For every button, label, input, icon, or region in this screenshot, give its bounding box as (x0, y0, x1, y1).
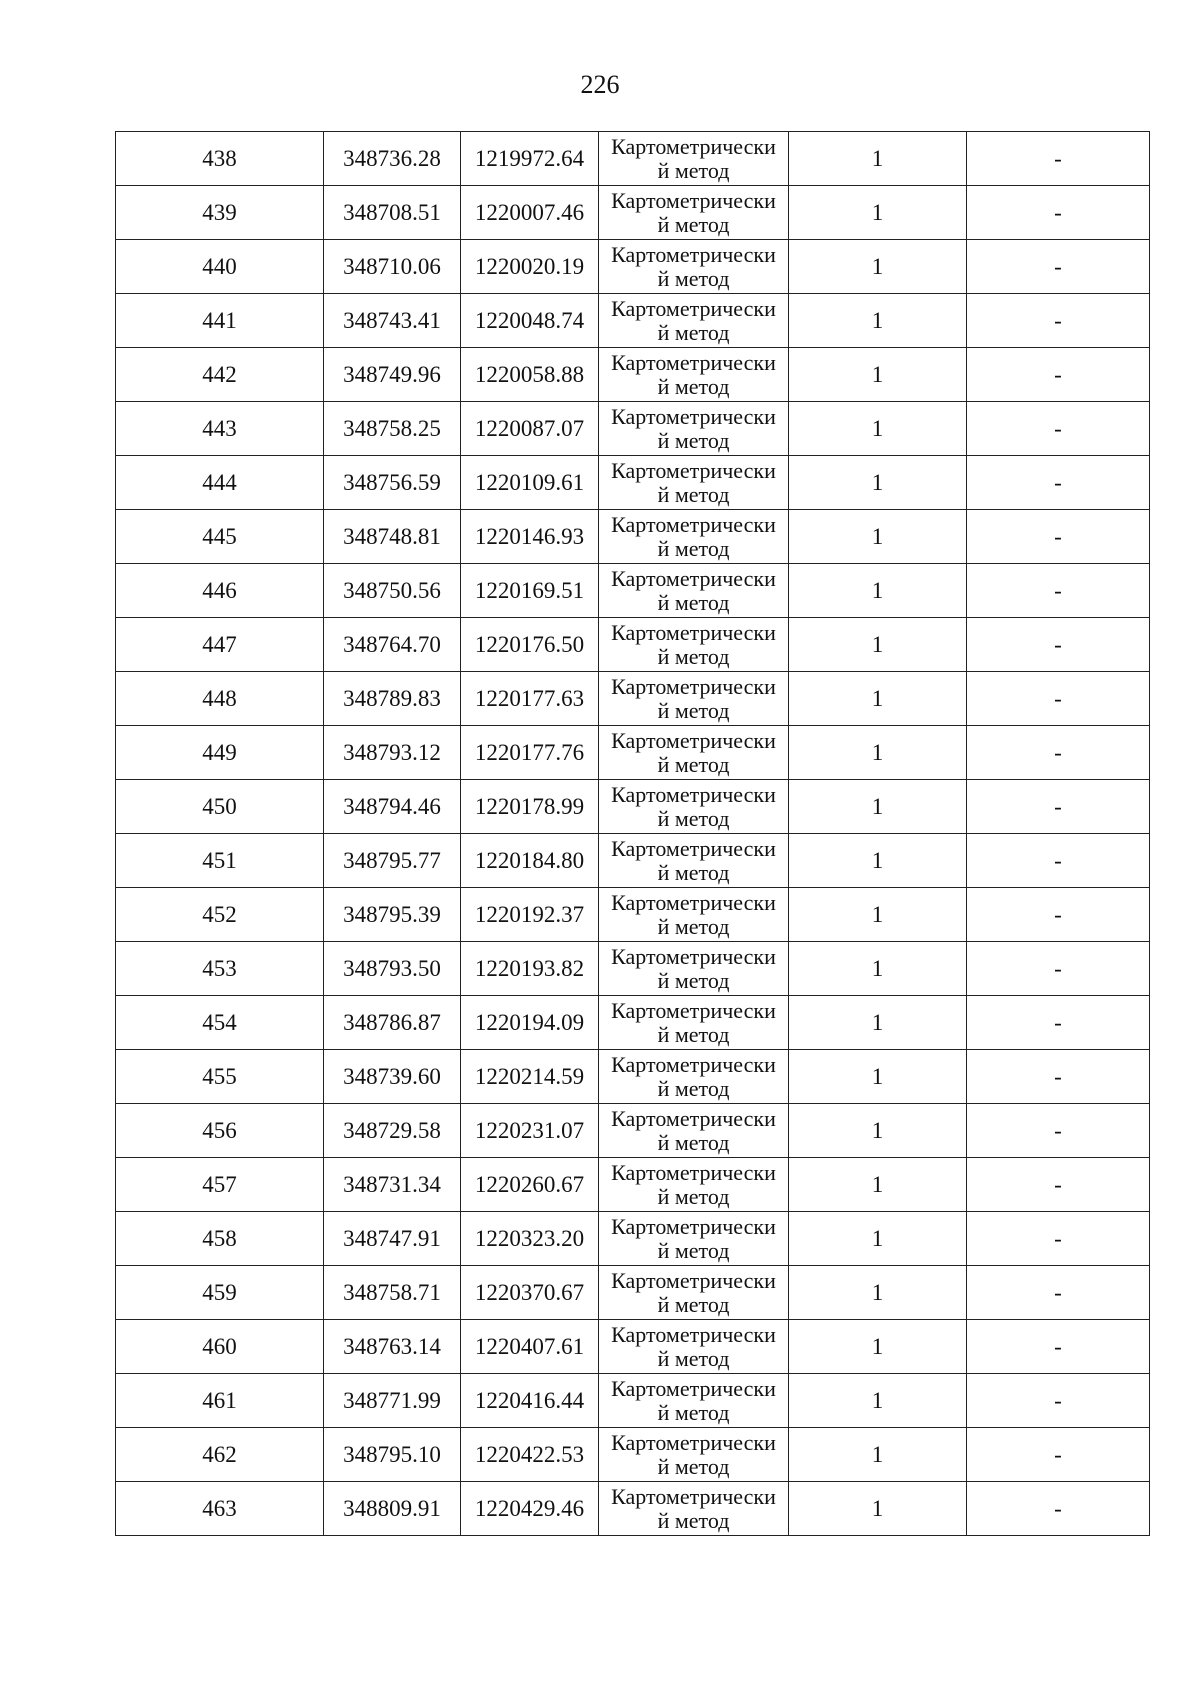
x-coordinate-cell: 348750.56 (324, 564, 461, 618)
x-coordinate-cell: 348793.50 (324, 942, 461, 996)
precision-cell: 1 (789, 456, 967, 510)
x-coordinate-cell: 348795.39 (324, 888, 461, 942)
precision-cell: 1 (789, 780, 967, 834)
precision-cell: 1 (789, 672, 967, 726)
note-cell: - (967, 780, 1150, 834)
method-text-line: й метод (657, 265, 730, 291)
table-row (116, 1104, 1150, 1158)
method-text-line: Картометрически (611, 349, 776, 375)
precision-cell: 1 (789, 510, 967, 564)
table-row (116, 132, 1150, 186)
precision-cell: 1 (789, 942, 967, 996)
method-text-line: Картометрически (611, 1429, 776, 1455)
precision-cell: 1 (789, 240, 967, 294)
method-cell (599, 1104, 789, 1158)
method-text-line: й метод (657, 643, 730, 669)
method-text-line: й метод (657, 1399, 730, 1425)
point-number-cell: 458 (116, 1212, 324, 1266)
method-cell (599, 456, 789, 510)
method-text-line: Картометрически (611, 1267, 776, 1293)
method-text-line: Картометрически (611, 1321, 776, 1347)
method-text-line: Картометрически (611, 727, 776, 753)
note-cell: - (967, 726, 1150, 780)
table-row (116, 1482, 1150, 1536)
y-coordinate-cell: 1220178.99 (461, 780, 599, 834)
precision-cell: 1 (789, 1050, 967, 1104)
precision-cell: 1 (789, 348, 967, 402)
point-number-cell: 450 (116, 780, 324, 834)
note-cell: - (967, 1482, 1150, 1536)
table-row (116, 996, 1150, 1050)
method-cell (599, 1320, 789, 1374)
note-cell: - (967, 942, 1150, 996)
y-coordinate-cell: 1220192.37 (461, 888, 599, 942)
precision-cell: 1 (789, 402, 967, 456)
point-number-cell: 453 (116, 942, 324, 996)
note-cell: - (967, 1212, 1150, 1266)
table-row (116, 1212, 1150, 1266)
point-number-cell: 462 (116, 1428, 324, 1482)
y-coordinate-cell: 1220109.61 (461, 456, 599, 510)
method-cell (599, 996, 789, 1050)
precision-cell: 1 (789, 1104, 967, 1158)
method-text-line: Картометрически (611, 619, 776, 645)
point-number-cell: 454 (116, 996, 324, 1050)
precision-cell: 1 (789, 834, 967, 888)
table-row (116, 780, 1150, 834)
precision-cell: 1 (789, 1482, 967, 1536)
x-coordinate-cell: 348749.96 (324, 348, 461, 402)
note-cell: - (967, 1428, 1150, 1482)
y-coordinate-cell: 1220146.93 (461, 510, 599, 564)
x-coordinate-cell: 348708.51 (324, 186, 461, 240)
table-row (116, 1158, 1150, 1212)
table-row (116, 672, 1150, 726)
y-coordinate-cell: 1220422.53 (461, 1428, 599, 1482)
table-row (116, 834, 1150, 888)
precision-cell: 1 (789, 294, 967, 348)
note-cell: - (967, 294, 1150, 348)
x-coordinate-cell: 348736.28 (324, 132, 461, 186)
point-number-cell: 456 (116, 1104, 324, 1158)
note-cell: - (967, 618, 1150, 672)
method-text-line: й метод (657, 211, 730, 237)
method-text-line: й метод (657, 319, 730, 345)
y-coordinate-cell: 1220020.19 (461, 240, 599, 294)
note-cell: - (967, 1158, 1150, 1212)
y-coordinate-cell: 1220058.88 (461, 348, 599, 402)
method-cell (599, 780, 789, 834)
method-text-line: й метод (657, 751, 730, 777)
method-text-line: Картометрически (611, 241, 776, 267)
y-coordinate-cell: 1219972.64 (461, 132, 599, 186)
method-cell (599, 402, 789, 456)
x-coordinate-cell: 348764.70 (324, 618, 461, 672)
point-number-cell: 438 (116, 132, 324, 186)
y-coordinate-cell: 1220177.76 (461, 726, 599, 780)
method-text-line: й метод (657, 157, 730, 183)
point-number-cell: 449 (116, 726, 324, 780)
note-cell: - (967, 132, 1150, 186)
note-cell: - (967, 348, 1150, 402)
precision-cell: 1 (789, 1374, 967, 1428)
x-coordinate-cell: 348794.46 (324, 780, 461, 834)
table-row (116, 294, 1150, 348)
method-cell (599, 834, 789, 888)
x-coordinate-cell: 348739.60 (324, 1050, 461, 1104)
method-cell (599, 1158, 789, 1212)
table-row (116, 510, 1150, 564)
method-text-line: й метод (657, 1183, 730, 1209)
coordinates-table-body (116, 132, 1150, 1536)
point-number-cell: 442 (116, 348, 324, 402)
y-coordinate-cell: 1220193.82 (461, 942, 599, 996)
method-cell (599, 564, 789, 618)
y-coordinate-cell: 1220231.07 (461, 1104, 599, 1158)
precision-cell: 1 (789, 1320, 967, 1374)
method-cell (599, 510, 789, 564)
x-coordinate-cell: 348758.25 (324, 402, 461, 456)
point-number-cell: 455 (116, 1050, 324, 1104)
method-text-line: Картометрически (611, 1051, 776, 1077)
x-coordinate-cell: 348743.41 (324, 294, 461, 348)
x-coordinate-cell: 348710.06 (324, 240, 461, 294)
page-number: 226 (580, 70, 620, 99)
note-cell: - (967, 1320, 1150, 1374)
x-coordinate-cell: 348729.58 (324, 1104, 461, 1158)
note-cell: - (967, 1266, 1150, 1320)
precision-cell: 1 (789, 564, 967, 618)
method-text-line: й метод (657, 697, 730, 723)
note-cell: - (967, 834, 1150, 888)
table-row (116, 1374, 1150, 1428)
method-text-line: Картометрически (611, 1213, 776, 1239)
method-cell (599, 1050, 789, 1104)
table-row (116, 618, 1150, 672)
method-cell (599, 1374, 789, 1428)
method-text-line: Картометрически (611, 565, 776, 591)
point-number-cell: 457 (116, 1158, 324, 1212)
note-cell: - (967, 1050, 1150, 1104)
y-coordinate-cell: 1220007.46 (461, 186, 599, 240)
x-coordinate-cell: 348731.34 (324, 1158, 461, 1212)
point-number-cell: 439 (116, 186, 324, 240)
method-text-line: й метод (657, 1453, 730, 1479)
method-text-line: й метод (657, 1291, 730, 1317)
precision-cell: 1 (789, 996, 967, 1050)
point-number-cell: 451 (116, 834, 324, 888)
y-coordinate-cell: 1220194.09 (461, 996, 599, 1050)
method-text-line: Картометрически (611, 781, 776, 807)
precision-cell: 1 (789, 132, 967, 186)
table-row (116, 402, 1150, 456)
table-row (116, 888, 1150, 942)
precision-cell: 1 (789, 726, 967, 780)
method-text-line: й метод (657, 481, 730, 507)
y-coordinate-cell: 1220176.50 (461, 618, 599, 672)
method-text-line: Картометрически (611, 457, 776, 483)
y-coordinate-cell: 1220214.59 (461, 1050, 599, 1104)
x-coordinate-cell: 348756.59 (324, 456, 461, 510)
method-text-line: й метод (657, 427, 730, 453)
note-cell: - (967, 456, 1150, 510)
y-coordinate-cell: 1220416.44 (461, 1374, 599, 1428)
precision-cell: 1 (789, 1266, 967, 1320)
table-row (116, 1266, 1150, 1320)
method-text-line: Картометрически (611, 187, 776, 213)
method-cell (599, 186, 789, 240)
point-number-cell: 446 (116, 564, 324, 618)
table-row (116, 726, 1150, 780)
note-cell: - (967, 240, 1150, 294)
coordinates-table (115, 131, 1150, 1536)
method-text-line: Картометрически (611, 1375, 776, 1401)
x-coordinate-cell: 348809.91 (324, 1482, 461, 1536)
precision-cell: 1 (789, 1158, 967, 1212)
y-coordinate-cell: 1220429.46 (461, 1482, 599, 1536)
x-coordinate-cell: 348763.14 (324, 1320, 461, 1374)
method-text-line: й метод (657, 1507, 730, 1533)
method-text-line: Картометрически (611, 673, 776, 699)
method-cell (599, 1428, 789, 1482)
method-text-line: й метод (657, 913, 730, 939)
x-coordinate-cell: 348795.10 (324, 1428, 461, 1482)
method-text-line: й метод (657, 1021, 730, 1047)
y-coordinate-cell: 1220184.80 (461, 834, 599, 888)
x-coordinate-cell: 348786.87 (324, 996, 461, 1050)
method-cell (599, 726, 789, 780)
point-number-cell: 448 (116, 672, 324, 726)
point-number-cell: 460 (116, 1320, 324, 1374)
method-text-line: й метод (657, 589, 730, 615)
x-coordinate-cell: 348771.99 (324, 1374, 461, 1428)
y-coordinate-cell: 1220048.74 (461, 294, 599, 348)
point-number-cell: 445 (116, 510, 324, 564)
y-coordinate-cell: 1220370.67 (461, 1266, 599, 1320)
point-number-cell: 452 (116, 888, 324, 942)
y-coordinate-cell: 1220087.07 (461, 402, 599, 456)
table-row (116, 348, 1150, 402)
table-row (116, 942, 1150, 996)
table-row (116, 564, 1150, 618)
method-cell (599, 1482, 789, 1536)
method-cell (599, 942, 789, 996)
method-text-line: й метод (657, 805, 730, 831)
x-coordinate-cell: 348795.77 (324, 834, 461, 888)
method-text-line: Картометрически (611, 835, 776, 861)
method-text-line: Картометрически (611, 1159, 776, 1185)
table-row (116, 186, 1150, 240)
note-cell: - (967, 1374, 1150, 1428)
method-text-line: й метод (657, 535, 730, 561)
method-text-line: Картометрически (611, 1105, 776, 1131)
method-text-line: й метод (657, 967, 730, 993)
y-coordinate-cell: 1220407.61 (461, 1320, 599, 1374)
method-text-line: й метод (657, 859, 730, 885)
method-text-line: й метод (657, 1075, 730, 1101)
table-row (116, 240, 1150, 294)
method-text-line: Картометрически (611, 997, 776, 1023)
precision-cell: 1 (789, 618, 967, 672)
point-number-cell: 461 (116, 1374, 324, 1428)
method-text-line: Картометрически (611, 295, 776, 321)
method-cell (599, 672, 789, 726)
method-cell (599, 294, 789, 348)
note-cell: - (967, 672, 1150, 726)
method-text-line: й метод (657, 373, 730, 399)
method-cell (599, 240, 789, 294)
precision-cell: 1 (789, 1212, 967, 1266)
y-coordinate-cell: 1220177.63 (461, 672, 599, 726)
note-cell: - (967, 996, 1150, 1050)
point-number-cell: 444 (116, 456, 324, 510)
method-text-line: Картометрически (611, 511, 776, 537)
note-cell: - (967, 1104, 1150, 1158)
method-text-line: Картометрически (611, 1483, 776, 1509)
x-coordinate-cell: 348793.12 (324, 726, 461, 780)
point-number-cell: 440 (116, 240, 324, 294)
note-cell: - (967, 186, 1150, 240)
precision-cell: 1 (789, 186, 967, 240)
method-text-line: Картометрически (611, 943, 776, 969)
x-coordinate-cell: 348747.91 (324, 1212, 461, 1266)
point-number-cell: 447 (116, 618, 324, 672)
method-text-line: Картометрически (611, 133, 776, 159)
table-row (116, 1050, 1150, 1104)
x-coordinate-cell: 348748.81 (324, 510, 461, 564)
method-cell (599, 1212, 789, 1266)
note-cell: - (967, 888, 1150, 942)
method-cell (599, 888, 789, 942)
table-row (116, 1320, 1150, 1374)
table-row (116, 456, 1150, 510)
note-cell: - (967, 402, 1150, 456)
note-cell: - (967, 510, 1150, 564)
method-text-line: Картометрически (611, 403, 776, 429)
method-text-line: й метод (657, 1345, 730, 1371)
precision-cell: 1 (789, 888, 967, 942)
method-cell (599, 1266, 789, 1320)
method-text-line: й метод (657, 1237, 730, 1263)
y-coordinate-cell: 1220260.67 (461, 1158, 599, 1212)
point-number-cell: 441 (116, 294, 324, 348)
point-number-cell: 463 (116, 1482, 324, 1536)
method-cell (599, 132, 789, 186)
method-text-line: й метод (657, 1129, 730, 1155)
precision-cell: 1 (789, 1428, 967, 1482)
x-coordinate-cell: 348758.71 (324, 1266, 461, 1320)
method-cell (599, 348, 789, 402)
point-number-cell: 443 (116, 402, 324, 456)
x-coordinate-cell: 348789.83 (324, 672, 461, 726)
note-cell: - (967, 564, 1150, 618)
method-text-line: Картометрически (611, 889, 776, 915)
y-coordinate-cell: 1220169.51 (461, 564, 599, 618)
point-number-cell: 459 (116, 1266, 324, 1320)
y-coordinate-cell: 1220323.20 (461, 1212, 599, 1266)
table-row (116, 1428, 1150, 1482)
method-cell (599, 618, 789, 672)
